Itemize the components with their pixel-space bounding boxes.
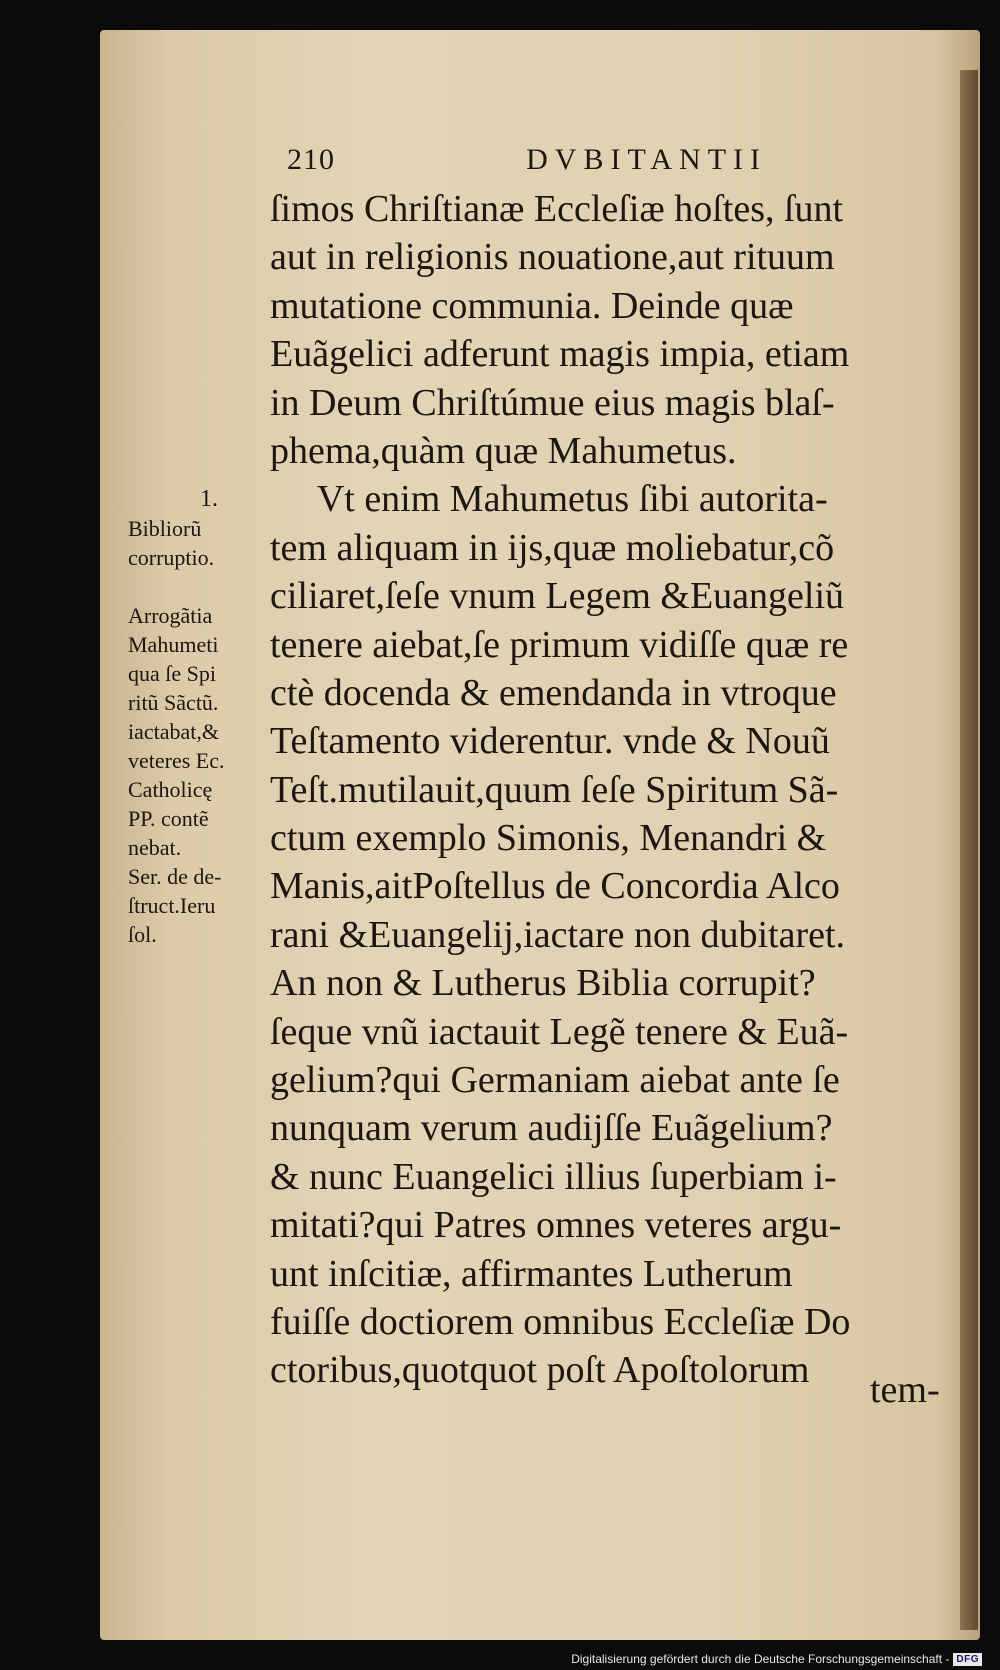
text-line: ctè docenda & emendanda in vtroque xyxy=(270,671,837,714)
text-line: & nunc Euangelici illius ſuperbiam i- xyxy=(270,1155,837,1198)
text-line: mitati?qui Patres omnes veteres argu- xyxy=(270,1204,842,1247)
text-line: phema,quàm quæ Mahumetus. xyxy=(270,429,737,472)
margin-note-line: Mahumeti xyxy=(128,632,219,657)
margin-note-line: iactabat,& xyxy=(128,719,220,744)
text-line: ctoribus,quotquot poſt Apoſtolorum xyxy=(270,1349,810,1392)
text-line: rani &Euangelij,iactare non dubitaret. xyxy=(270,913,846,956)
page-header xyxy=(287,140,767,180)
margin-note-line: Ser. de de- xyxy=(128,864,222,889)
margin-note-line: ſol. xyxy=(128,922,157,947)
text-line: ſeque vnũ iactauit Legẽ tenere & Euã- xyxy=(270,1010,849,1053)
text-line: mutatione communia. Deinde quæ xyxy=(270,284,794,327)
catchword: tem- xyxy=(870,1369,940,1411)
page-number: 210 xyxy=(287,143,335,176)
text-line: fuiſſe doctiorem omnibus Eccleſiæ Do xyxy=(270,1300,851,1343)
credit-text: Digitalisierung gefördert durch die Deutsche Forschungsgemeinschaft - xyxy=(571,1652,950,1666)
margin-number: 1. xyxy=(200,486,218,512)
margin-note-spacer xyxy=(128,572,278,601)
text-line: Euãgelici adferunt magis impia, etiam xyxy=(270,333,850,376)
dfg-logo: DFG xyxy=(953,1653,982,1666)
margin-note-line: ritũ Sãctũ. xyxy=(128,690,219,715)
running-head: DVBITANTII xyxy=(526,143,767,176)
text-line: gelium?qui Germaniam aiebat ante ſe xyxy=(270,1059,840,1102)
text-line: unt inſcitiæ, affirmantes Lutherum xyxy=(270,1252,793,1295)
text-line: nunquam verum audijſſe Euãgelium? xyxy=(270,1107,833,1150)
margin-note-line: corruptio. xyxy=(128,545,215,570)
text-line: in Deum Chriſtúmue eius magis blaſ- xyxy=(270,381,835,424)
digitization-credit xyxy=(571,1652,982,1666)
margin-note-line: veteres Ec. xyxy=(128,748,225,773)
text-line: aut in religionis nouatione,aut rituum xyxy=(270,236,835,279)
text-line: Teſt.mutilauit,quum ſeſe Spiritum Sã- xyxy=(270,768,839,811)
text-line: Manis,aitPoſtellus de Concordia Alco xyxy=(270,865,840,908)
text-line: ciliaret,ſeſe vnum Legem &Euangeliũ xyxy=(270,575,845,618)
text-line: ctum exemplo Simonis, Menandri & xyxy=(270,817,827,860)
margin-note-line: ſtruct.Ieru xyxy=(128,893,216,918)
text-line: Teſtamento viderentur. vnde & Nouũ xyxy=(270,720,830,763)
margin-note-line: Catholicę xyxy=(128,777,213,802)
margin-note-line: Arrogãtia xyxy=(128,603,213,628)
text-line: tenere aiebat,ſe primum vidiſſe quæ re xyxy=(270,623,849,666)
text-line: An non & Lutherus Biblia corrupit? xyxy=(270,962,816,1005)
margin-note-line: Bibliorũ xyxy=(128,516,202,541)
text-line: tem aliquam in ijs,quæ moliebatur,cõ xyxy=(270,526,835,569)
text-line: ſimos Chriſtianæ Eccleſiæ hoſtes, ſunt xyxy=(270,188,844,230)
margin-note-line: qua ſe Spi xyxy=(128,661,216,686)
text-line: Vt enim Mahumetus ſibi autorita- xyxy=(270,478,828,521)
main-text-block xyxy=(270,185,970,1395)
marginal-notes xyxy=(128,485,278,949)
margin-note-line: PP. contẽ xyxy=(128,806,209,831)
margin-note-line: nebat. xyxy=(128,835,182,860)
